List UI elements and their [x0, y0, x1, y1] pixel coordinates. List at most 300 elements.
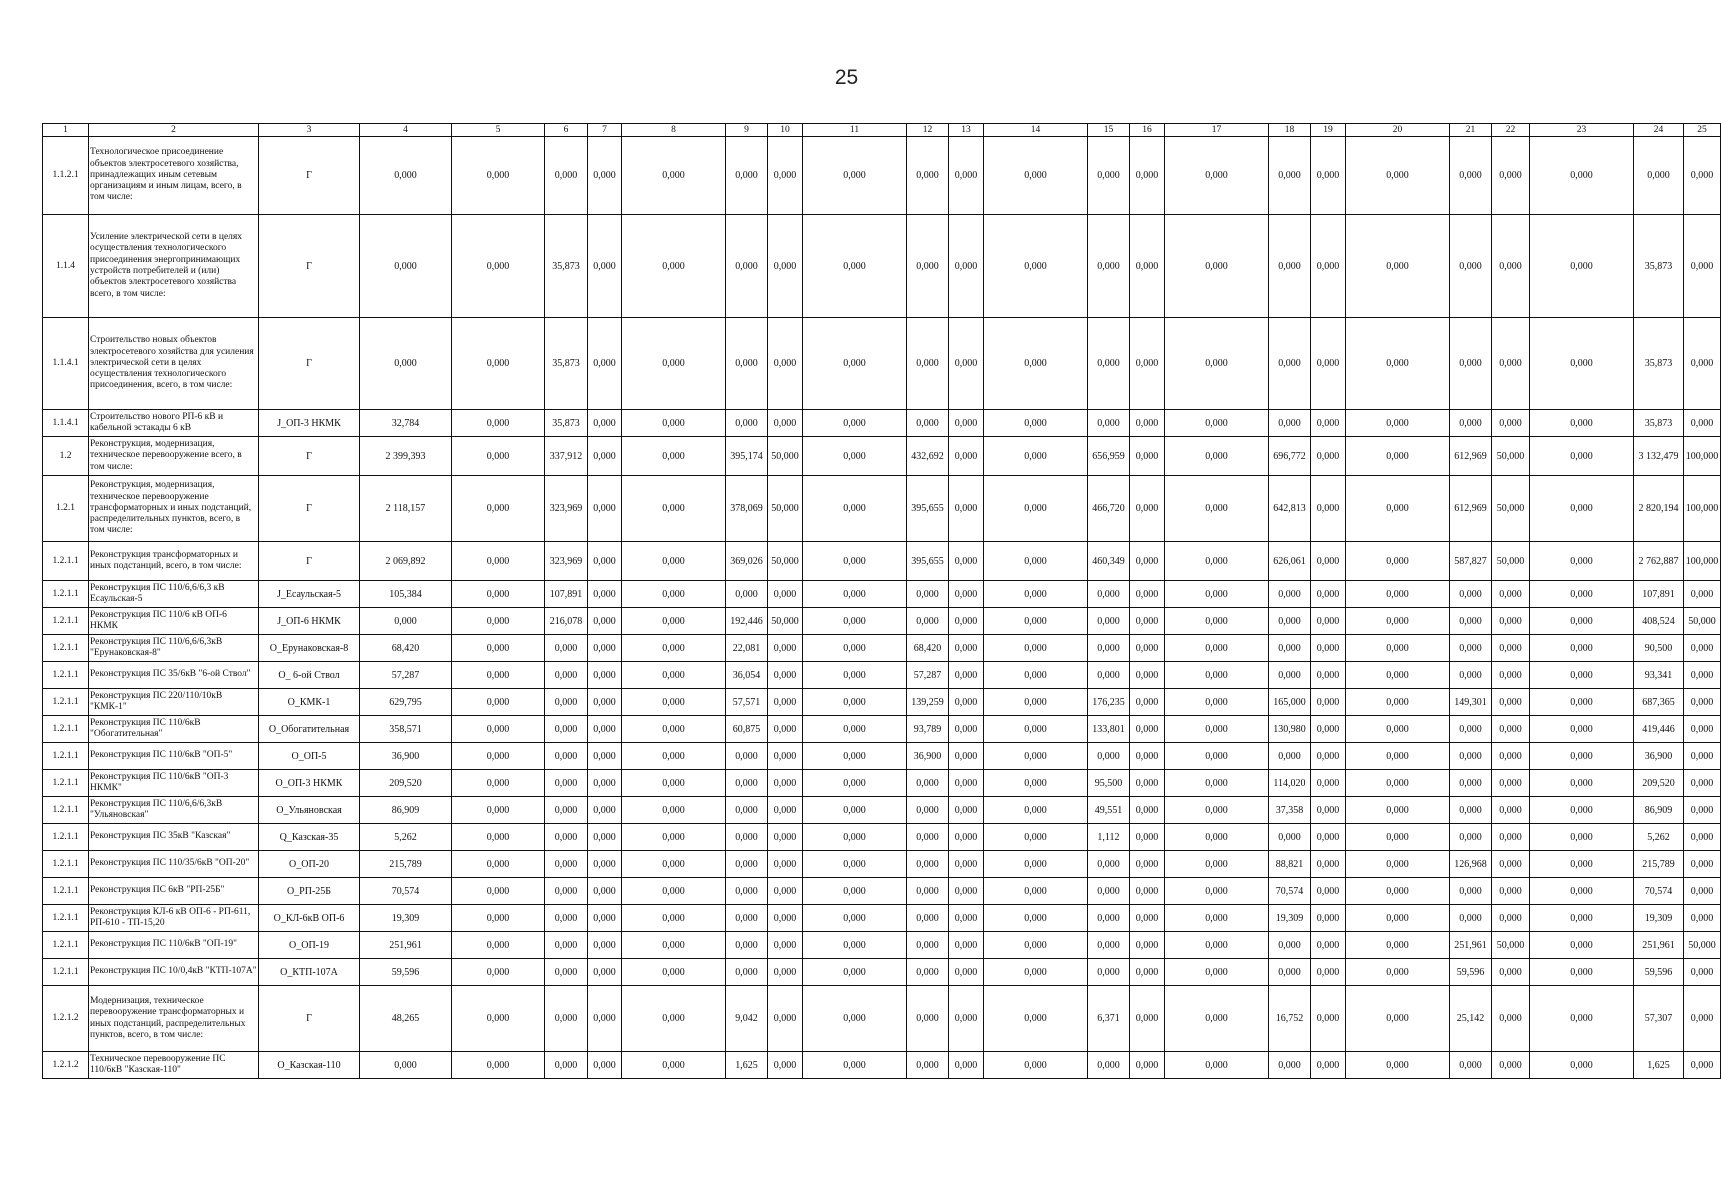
row-description: Реконструкция ПС 110/6,6/6,3 кВ Есаульская-5 — [89, 581, 259, 608]
value-cell: 0,000 — [1165, 932, 1269, 959]
row-code: 1.2.1.1 — [43, 905, 89, 932]
value-cell: 0,000 — [907, 905, 949, 932]
column-number-19: 19 — [1311, 124, 1346, 137]
value-cell: 0,000 — [622, 318, 726, 410]
value-cell: 0,000 — [768, 932, 803, 959]
value-cell: 86,909 — [1634, 797, 1684, 824]
value-cell: 0,000 — [984, 608, 1088, 635]
value-cell: 0,000 — [1492, 770, 1530, 797]
value-cell: 70,574 — [1634, 878, 1684, 905]
value-cell: 0,000 — [545, 824, 588, 851]
value-cell: 19,309 — [1634, 905, 1684, 932]
row-code: 1.2.1.2 — [43, 986, 89, 1052]
value-cell: 0,000 — [1088, 743, 1130, 770]
table-row — [43, 689, 1721, 716]
value-cell: 9,042 — [726, 986, 768, 1052]
value-cell: 0,000 — [1450, 797, 1492, 824]
value-cell: 5,262 — [1634, 824, 1684, 851]
value-cell: 0,000 — [768, 581, 803, 608]
row-code: 1.2.1.1 — [43, 689, 89, 716]
object-id: О_РП-25Б — [259, 878, 360, 905]
value-cell: 0,000 — [1311, 581, 1346, 608]
value-cell: 0,000 — [984, 476, 1088, 542]
value-cell: 0,000 — [803, 410, 907, 437]
value-cell: 0,000 — [1165, 851, 1269, 878]
value-cell: 0,000 — [949, 215, 984, 318]
value-cell: 0,000 — [1492, 318, 1530, 410]
value-cell: 0,000 — [1311, 608, 1346, 635]
value-cell: 0,000 — [1130, 689, 1165, 716]
value-cell: 0,000 — [803, 905, 907, 932]
value-cell: 50,000 — [768, 476, 803, 542]
value-cell: 0,000 — [622, 689, 726, 716]
value-cell: 0,000 — [768, 689, 803, 716]
value-cell: 0,000 — [1450, 581, 1492, 608]
value-cell: 0,000 — [622, 797, 726, 824]
object-id: О_КМК-1 — [259, 689, 360, 716]
table-row — [43, 608, 1721, 635]
value-cell: 0,000 — [984, 410, 1088, 437]
value-cell: 0,000 — [1450, 905, 1492, 932]
value-cell: 0,000 — [1346, 716, 1450, 743]
value-cell: 0,000 — [1165, 716, 1269, 743]
value-cell: 6,371 — [1088, 986, 1130, 1052]
value-cell: 0,000 — [588, 851, 622, 878]
value-cell: 0,000 — [803, 137, 907, 215]
value-cell: 0,000 — [1165, 581, 1269, 608]
value-cell: 0,000 — [803, 851, 907, 878]
value-cell: 0,000 — [1530, 716, 1634, 743]
value-cell: 0,000 — [1684, 662, 1721, 689]
value-cell: 0,000 — [1130, 318, 1165, 410]
value-cell: 0,000 — [588, 215, 622, 318]
value-cell: 0,000 — [803, 318, 907, 410]
value-cell: 408,524 — [1634, 608, 1684, 635]
column-number-13: 13 — [949, 124, 984, 137]
value-cell: 323,969 — [545, 542, 588, 581]
value-cell: 0,000 — [1530, 689, 1634, 716]
value-cell: 0,000 — [622, 476, 726, 542]
value-cell: 59,596 — [1634, 959, 1684, 986]
value-cell: 0,000 — [588, 581, 622, 608]
value-cell: 395,655 — [907, 542, 949, 581]
value-cell: 0,000 — [1684, 1052, 1721, 1079]
value-cell: 0,000 — [803, 542, 907, 581]
value-cell: 0,000 — [1492, 410, 1530, 437]
value-cell: 2 762,887 — [1634, 542, 1684, 581]
value-cell: 215,789 — [360, 851, 452, 878]
value-cell: 378,069 — [726, 476, 768, 542]
value-cell: 1,112 — [1088, 824, 1130, 851]
value-cell: 0,000 — [1269, 215, 1311, 318]
value-cell: 0,000 — [1165, 797, 1269, 824]
value-cell: 0,000 — [1311, 410, 1346, 437]
column-number-24: 24 — [1634, 124, 1684, 137]
table-row — [43, 662, 1721, 689]
value-cell: 0,000 — [1684, 851, 1721, 878]
value-cell: 36,900 — [360, 743, 452, 770]
column-number-22: 22 — [1492, 124, 1530, 137]
table-row — [43, 824, 1721, 851]
value-cell: 0,000 — [622, 878, 726, 905]
page-number: 25 — [834, 66, 859, 89]
value-cell: 0,000 — [1130, 542, 1165, 581]
value-cell: 49,551 — [1088, 797, 1130, 824]
value-cell: 0,000 — [622, 824, 726, 851]
value-cell: 0,000 — [768, 215, 803, 318]
value-cell: 0,000 — [1311, 932, 1346, 959]
value-cell: 0,000 — [1684, 635, 1721, 662]
row-code: 1.2.1.1 — [43, 824, 89, 851]
object-id: Г — [259, 318, 360, 410]
value-cell: 0,000 — [1346, 542, 1450, 581]
value-cell: 0,000 — [1165, 662, 1269, 689]
value-cell: 0,000 — [1530, 878, 1634, 905]
value-cell: 0,000 — [768, 137, 803, 215]
value-cell: 0,000 — [1269, 137, 1311, 215]
value-cell: 0,000 — [1130, 878, 1165, 905]
value-cell: 130,980 — [1269, 716, 1311, 743]
value-cell: 0,000 — [1346, 635, 1450, 662]
value-cell: 0,000 — [1450, 318, 1492, 410]
value-cell: 0,000 — [907, 608, 949, 635]
value-cell: 126,968 — [1450, 851, 1492, 878]
row-code: 1.2.1.1 — [43, 743, 89, 770]
value-cell: 419,446 — [1634, 716, 1684, 743]
value-cell: 323,969 — [545, 476, 588, 542]
value-cell: 0,000 — [949, 851, 984, 878]
value-cell: 0,000 — [1311, 476, 1346, 542]
value-cell: 100,000 — [1684, 476, 1721, 542]
value-cell: 50,000 — [768, 608, 803, 635]
value-cell: 95,500 — [1088, 770, 1130, 797]
value-cell: 0,000 — [1269, 608, 1311, 635]
value-cell: 0,000 — [1530, 476, 1634, 542]
value-cell: 0,000 — [726, 824, 768, 851]
value-cell: 37,358 — [1269, 797, 1311, 824]
column-number-21: 21 — [1450, 124, 1492, 137]
value-cell: 0,000 — [984, 932, 1088, 959]
value-cell: 0,000 — [622, 608, 726, 635]
value-cell: 2 820,194 — [1634, 476, 1684, 542]
value-cell: 0,000 — [545, 689, 588, 716]
value-cell: 0,000 — [1165, 905, 1269, 932]
value-cell: 0,000 — [1530, 959, 1634, 986]
value-cell: 0,000 — [984, 581, 1088, 608]
value-cell: 0,000 — [1530, 437, 1634, 476]
value-cell: 0,000 — [949, 743, 984, 770]
value-cell: 0,000 — [1088, 318, 1130, 410]
value-cell: 0,000 — [588, 743, 622, 770]
value-cell: 0,000 — [1530, 905, 1634, 932]
row-code: 1.1.4.1 — [43, 318, 89, 410]
row-code: 1.2.1.1 — [43, 878, 89, 905]
value-cell: 0,000 — [1530, 851, 1634, 878]
value-cell: 88,821 — [1269, 851, 1311, 878]
value-cell: 0,000 — [1130, 662, 1165, 689]
value-cell: 432,692 — [907, 437, 949, 476]
column-number-8: 8 — [622, 124, 726, 137]
table-row — [43, 851, 1721, 878]
value-cell: 0,000 — [726, 410, 768, 437]
value-cell: 0,000 — [1346, 851, 1450, 878]
row-code: 1.2.1.1 — [43, 770, 89, 797]
value-cell: 0,000 — [622, 581, 726, 608]
value-cell: 0,000 — [1346, 905, 1450, 932]
object-id: Г — [259, 437, 360, 476]
value-cell: 0,000 — [768, 824, 803, 851]
value-cell: 57,571 — [726, 689, 768, 716]
value-cell: 0,000 — [452, 959, 545, 986]
column-number-3: 3 — [259, 124, 360, 137]
value-cell: 0,000 — [545, 770, 588, 797]
value-cell: 0,000 — [1165, 318, 1269, 410]
value-cell: 0,000 — [1311, 215, 1346, 318]
value-cell: 0,000 — [452, 137, 545, 215]
value-cell: 0,000 — [1088, 215, 1130, 318]
value-cell: 0,000 — [1530, 1052, 1634, 1079]
value-cell: 0,000 — [1165, 542, 1269, 581]
column-number-17: 17 — [1165, 124, 1269, 137]
column-number-1: 1 — [43, 124, 89, 137]
row-code: 1.1.4.1 — [43, 410, 89, 437]
value-cell: 50,000 — [1684, 608, 1721, 635]
value-cell: 0,000 — [1269, 743, 1311, 770]
value-cell: 0,000 — [1450, 824, 1492, 851]
row-description: Техническое перевооружение ПС 110/6кВ "Казская-110" — [89, 1052, 259, 1079]
value-cell: 0,000 — [1311, 318, 1346, 410]
value-cell: 0,000 — [768, 716, 803, 743]
value-cell: 0,000 — [588, 608, 622, 635]
value-cell: 0,000 — [768, 1052, 803, 1079]
value-cell: 0,000 — [588, 959, 622, 986]
value-cell: 107,891 — [1634, 581, 1684, 608]
value-cell: 209,520 — [360, 770, 452, 797]
value-cell: 0,000 — [1346, 959, 1450, 986]
value-cell: 0,000 — [1088, 581, 1130, 608]
value-cell: 0,000 — [1130, 635, 1165, 662]
table-row — [43, 410, 1721, 437]
value-cell: 0,000 — [1684, 318, 1721, 410]
value-cell: 0,000 — [545, 716, 588, 743]
value-cell: 22,081 — [726, 635, 768, 662]
value-cell: 0,000 — [1130, 1052, 1165, 1079]
value-cell: 0,000 — [1269, 824, 1311, 851]
row-description: Реконструкция ПС 10/0,4кВ "КТП-107А" — [89, 959, 259, 986]
value-cell: 0,000 — [1346, 215, 1450, 318]
value-cell: 460,349 — [1088, 542, 1130, 581]
value-cell: 100,000 — [1684, 437, 1721, 476]
value-cell: 0,000 — [622, 716, 726, 743]
value-cell: 0,000 — [588, 662, 622, 689]
value-cell: 0,000 — [1130, 959, 1165, 986]
value-cell: 0,000 — [984, 1052, 1088, 1079]
value-cell: 0,000 — [1492, 851, 1530, 878]
value-cell: 0,000 — [452, 215, 545, 318]
object-id: Q_Казская-35 — [259, 824, 360, 851]
object-id: J_ОП-6 НКМК — [259, 608, 360, 635]
value-cell: 0,000 — [452, 689, 545, 716]
value-cell: 0,000 — [545, 878, 588, 905]
value-cell: 57,287 — [360, 662, 452, 689]
value-cell: 0,000 — [803, 608, 907, 635]
value-cell: 0,000 — [1311, 1052, 1346, 1079]
value-cell: 0,000 — [1530, 797, 1634, 824]
value-cell: 0,000 — [1269, 1052, 1311, 1079]
row-description: Усиление электрической сети в целях осуществления технологического присоединения энергопринимающих устройств потребителей и (или) объектов электросетевого хозяйства всего, в том числе: — [89, 215, 259, 318]
value-cell: 0,000 — [1088, 878, 1130, 905]
value-cell: 0,000 — [907, 581, 949, 608]
value-cell: 0,000 — [768, 851, 803, 878]
value-cell: 0,000 — [588, 986, 622, 1052]
value-cell: 0,000 — [452, 770, 545, 797]
value-cell: 0,000 — [1450, 635, 1492, 662]
value-cell: 0,000 — [1130, 932, 1165, 959]
value-cell: 0,000 — [1088, 1052, 1130, 1079]
value-cell: 0,000 — [949, 824, 984, 851]
object-id: О_ОП-20 — [259, 851, 360, 878]
object-id: J_Есаульская-5 — [259, 581, 360, 608]
value-cell: 0,000 — [984, 851, 1088, 878]
value-cell: 0,000 — [949, 662, 984, 689]
value-cell: 0,000 — [803, 716, 907, 743]
value-cell: 0,000 — [545, 986, 588, 1052]
table-row — [43, 770, 1721, 797]
value-cell: 0,000 — [984, 959, 1088, 986]
value-cell: 0,000 — [1165, 824, 1269, 851]
value-cell: 0,000 — [1130, 608, 1165, 635]
value-cell: 0,000 — [1684, 797, 1721, 824]
row-code: 1.2.1.1 — [43, 608, 89, 635]
value-cell: 0,000 — [726, 851, 768, 878]
value-cell: 0,000 — [1530, 932, 1634, 959]
value-cell: 0,000 — [1165, 437, 1269, 476]
value-cell: 0,000 — [726, 581, 768, 608]
value-cell: 50,000 — [768, 437, 803, 476]
table-row — [43, 986, 1721, 1052]
value-cell: 50,000 — [1492, 932, 1530, 959]
value-cell: 0,000 — [949, 878, 984, 905]
value-cell: 0,000 — [588, 318, 622, 410]
value-cell: 0,000 — [1492, 137, 1530, 215]
table-row — [43, 542, 1721, 581]
row-code: 1.2.1.1 — [43, 932, 89, 959]
value-cell: 0,000 — [452, 986, 545, 1052]
value-cell: 0,000 — [984, 542, 1088, 581]
value-cell: 50,000 — [768, 542, 803, 581]
value-cell: 0,000 — [452, 662, 545, 689]
value-cell: 0,000 — [1492, 1052, 1530, 1079]
value-cell: 0,000 — [452, 437, 545, 476]
value-cell: 0,000 — [1684, 137, 1721, 215]
value-cell: 0,000 — [1492, 878, 1530, 905]
value-cell: 0,000 — [1311, 824, 1346, 851]
value-cell: 0,000 — [1530, 608, 1634, 635]
column-number-6: 6 — [545, 124, 588, 137]
value-cell: 0,000 — [1492, 662, 1530, 689]
value-cell: 0,000 — [949, 318, 984, 410]
value-cell: 0,000 — [803, 797, 907, 824]
value-cell: 0,000 — [1530, 824, 1634, 851]
object-id: Г — [259, 986, 360, 1052]
value-cell: 0,000 — [622, 986, 726, 1052]
value-cell: 0,000 — [726, 878, 768, 905]
value-cell: 35,873 — [1634, 410, 1684, 437]
value-cell: 0,000 — [588, 770, 622, 797]
value-cell: 35,873 — [1634, 215, 1684, 318]
value-cell: 0,000 — [1346, 662, 1450, 689]
object-id: Г — [259, 476, 360, 542]
value-cell: 0,000 — [907, 932, 949, 959]
value-cell: 0,000 — [588, 824, 622, 851]
value-cell: 0,000 — [726, 318, 768, 410]
value-cell: 0,000 — [1088, 608, 1130, 635]
row-description: Модернизация, техническое перевооружение трансформаторных и иных подстанций, распределительных пунктов, всего, в том числе: — [89, 986, 259, 1052]
value-cell: 0,000 — [907, 410, 949, 437]
row-code: 1.2.1 — [43, 476, 89, 542]
value-cell: 0,000 — [588, 437, 622, 476]
value-cell: 0,000 — [588, 932, 622, 959]
value-cell: 107,891 — [545, 581, 588, 608]
value-cell: 0,000 — [768, 878, 803, 905]
value-cell: 0,000 — [984, 878, 1088, 905]
value-cell: 369,026 — [726, 542, 768, 581]
value-cell: 0,000 — [622, 437, 726, 476]
value-cell: 0,000 — [949, 716, 984, 743]
value-cell: 0,000 — [726, 932, 768, 959]
value-cell: 0,000 — [803, 635, 907, 662]
value-cell: 0,000 — [1088, 137, 1130, 215]
value-cell: 0,000 — [907, 770, 949, 797]
value-cell: 0,000 — [1269, 581, 1311, 608]
value-cell: 1,625 — [726, 1052, 768, 1079]
row-description: Реконструкция ПС 110/6,6/6,3кВ "Ерунаковская-8" — [89, 635, 259, 662]
value-cell: 0,000 — [1165, 959, 1269, 986]
value-cell: 176,235 — [1088, 689, 1130, 716]
value-cell: 0,000 — [452, 716, 545, 743]
value-cell: 612,969 — [1450, 476, 1492, 542]
value-cell: 251,961 — [1634, 932, 1684, 959]
object-id: О_КТП-107А — [259, 959, 360, 986]
value-cell: 0,000 — [768, 986, 803, 1052]
row-description: Реконструкция ПС 220/110/10кВ "КМК-1" — [89, 689, 259, 716]
value-cell: 0,000 — [360, 137, 452, 215]
value-cell: 192,446 — [726, 608, 768, 635]
value-cell: 0,000 — [1684, 743, 1721, 770]
row-code: 1.2.1.1 — [43, 959, 89, 986]
value-cell: 93,789 — [907, 716, 949, 743]
value-cell: 32,784 — [360, 410, 452, 437]
value-cell: 149,301 — [1450, 689, 1492, 716]
value-cell: 0,000 — [622, 137, 726, 215]
value-cell: 0,000 — [803, 662, 907, 689]
row-description: Реконструкция ПС 110/35/6кВ "ОП-20" — [89, 851, 259, 878]
value-cell: 35,873 — [1634, 318, 1684, 410]
table-row — [43, 1052, 1721, 1079]
value-cell: 696,772 — [1269, 437, 1311, 476]
value-cell: 0,000 — [1530, 137, 1634, 215]
row-code: 1.2.1.2 — [43, 1052, 89, 1079]
value-cell: 0,000 — [452, 878, 545, 905]
column-number-25: 25 — [1684, 124, 1721, 137]
row-description: Реконструкция, модернизация, техническое перевооружение всего, в том числе: — [89, 437, 259, 476]
value-cell: 0,000 — [622, 1052, 726, 1079]
value-cell: 0,000 — [907, 959, 949, 986]
row-description: Реконструкция ПС 110/6кВ "ОП-5" — [89, 743, 259, 770]
column-number-20: 20 — [1346, 124, 1450, 137]
value-cell: 0,000 — [360, 608, 452, 635]
value-cell: 0,000 — [1269, 662, 1311, 689]
